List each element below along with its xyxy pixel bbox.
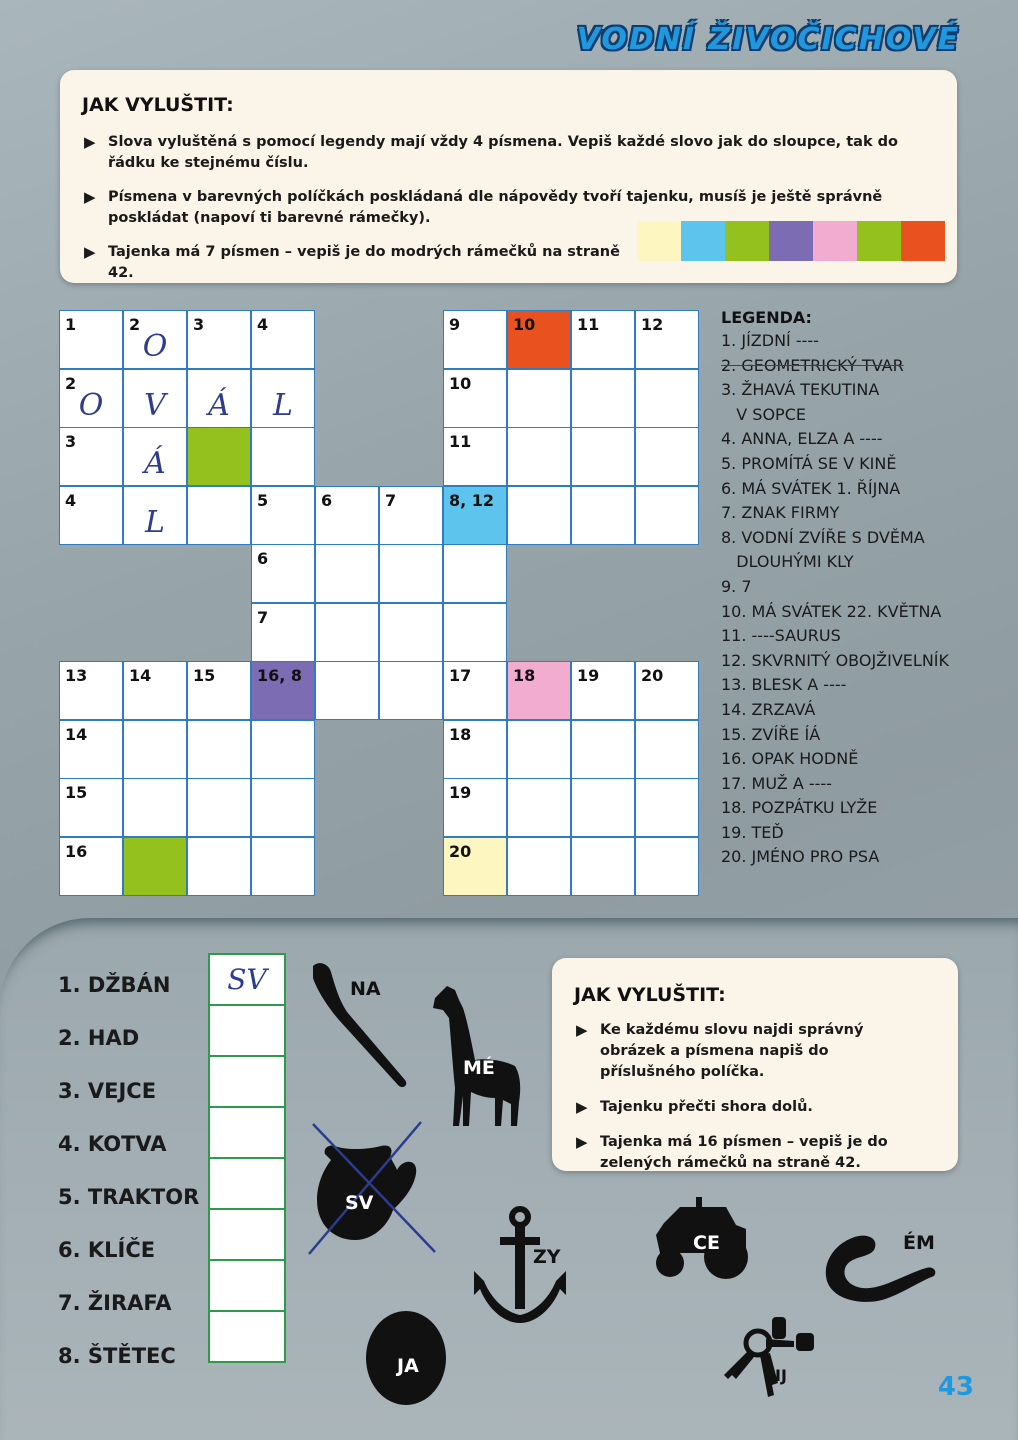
cell-number: 11: [449, 432, 472, 451]
crossword-cell[interactable]: [443, 310, 507, 369]
crossword-cell[interactable]: [507, 720, 571, 779]
crossword-cell[interactable]: [251, 427, 315, 486]
cell-number: 7: [257, 607, 269, 627]
arrow-right-icon: ▶: [576, 1021, 588, 1039]
crossword-cell[interactable]: [251, 603, 315, 662]
instruction-item: [84, 132, 928, 174]
cell-number: 3: [193, 315, 205, 334]
crossword-cell[interactable]: [635, 661, 699, 720]
color-swatch: [681, 221, 725, 261]
instructions-top-heading: JAK VYLUŠTIT:: [82, 94, 234, 116]
crossword-cell[interactable]: [635, 837, 699, 896]
syllable-snake: ÉM: [903, 1232, 935, 1254]
instructions-bottom-box: [552, 958, 958, 1171]
instruction-text: Ke každému slovu najdi správný obrázek a písmena napiš do příslušného políčka.: [600, 1022, 864, 1080]
instruction-text: Písmena v barevných políčkách poskládaná dle nápovědy tvoří tajenku, musíš je ještě správně poskládat (napoví ti barevné rámečky).: [108, 189, 883, 226]
cell-number: 20: [641, 666, 664, 685]
instruction-item: [84, 242, 648, 284]
cell-number: 5: [257, 490, 269, 510]
crossword-cell[interactable]: [571, 837, 635, 896]
legend-item: 18. POZPÁTKU LYŽE: [721, 798, 878, 818]
cell-number: 1: [65, 315, 77, 334]
crossword-cell[interactable]: [123, 661, 187, 720]
giraffe-icon: [425, 980, 535, 1130]
instruction-text: Tajenka má 16 písmen – vepiš je do zelených rámečků na straně 42.: [600, 1134, 888, 1171]
cell-number: 12: [641, 315, 664, 334]
word-item: 1. DŽBÁN: [58, 973, 171, 997]
instruction-text: Tajenku přečti shora dolů.: [600, 1099, 813, 1115]
legend-item: 10. MÁ SVÁTEK 22. KVĚTNA: [721, 601, 942, 621]
handwritten-letter: V: [144, 387, 166, 423]
syllable-tractor: CE: [693, 1232, 720, 1254]
crossword-cell[interactable]: [187, 720, 251, 779]
word-item: 8. ŠTĚTEC: [58, 1344, 176, 1368]
cell-number: 14: [65, 724, 88, 744]
crossword-cell[interactable]: [507, 486, 571, 545]
cell-number: 16: [65, 841, 88, 861]
crossword-cell[interactable]: [59, 310, 123, 369]
crossword-cell[interactable]: [59, 369, 123, 428]
cell-number: 7: [385, 490, 397, 510]
handwritten-letter: L: [273, 387, 293, 423]
crossword-cell[interactable]: [123, 837, 187, 896]
legend-item: 9. 7: [721, 576, 752, 596]
word-item: 6. KLÍČE: [58, 1238, 156, 1262]
instructions-bottom-heading: JAK VYLUŠTIT:: [574, 984, 726, 1006]
crossword-cell[interactable]: [507, 661, 571, 720]
color-swatch: [637, 221, 681, 261]
crossword-cell[interactable]: [379, 544, 443, 603]
word-item: 3. VEJCE: [58, 1079, 157, 1103]
cell-number: 2: [129, 315, 141, 334]
color-swatch: [857, 221, 901, 261]
cell-number: 2: [65, 373, 77, 393]
crossword-cell[interactable]: [123, 778, 187, 837]
cell-number: 20: [449, 841, 472, 861]
instruction-item: [576, 1097, 916, 1118]
crossword-cell[interactable]: [379, 486, 443, 545]
crossword-cell[interactable]: [251, 661, 315, 720]
crossword-cell[interactable]: [59, 778, 123, 837]
legend-item: 4. ANNA, ELZA A ----: [721, 429, 883, 449]
cell-number: 16, 8: [257, 666, 303, 685]
instructions-top-list: [84, 132, 934, 284]
crossword-cell[interactable]: [571, 720, 635, 779]
handwritten-letter: L: [145, 504, 165, 540]
crossword-cell[interactable]: [123, 486, 187, 545]
answer-cell[interactable]: [208, 1259, 286, 1312]
crossword-cell[interactable]: [123, 369, 187, 428]
handwritten-letter: O: [78, 387, 104, 423]
answer-cell[interactable]: [208, 1004, 286, 1057]
crossword-cell[interactable]: [187, 837, 251, 896]
answer-cell[interactable]: [208, 1106, 286, 1159]
keys-icon: [720, 1305, 830, 1400]
crossword-cell[interactable]: [443, 544, 507, 603]
crossword-cell[interactable]: [123, 310, 187, 369]
answer-cell[interactable]: [208, 1157, 286, 1210]
color-swatch: [813, 221, 857, 261]
crossword-cell[interactable]: [59, 486, 123, 545]
crossword-cell[interactable]: [571, 369, 635, 428]
arrow-right-icon: ▶: [84, 188, 96, 206]
page-title: VODNÍ ŽIVOČICHOVÉ: [576, 22, 960, 57]
handwritten-letter: Á: [144, 446, 166, 481]
crossword-cell[interactable]: [315, 603, 379, 662]
answer-cell[interactable]: [208, 1310, 286, 1363]
word-item: 5. TRAKTOR: [58, 1185, 200, 1209]
cell-number: 11: [577, 315, 600, 334]
crossword-cell[interactable]: [507, 837, 571, 896]
legend-item: 5. PROMÍTÁ SE V KINĚ: [721, 453, 897, 473]
crossword-cell[interactable]: [187, 369, 251, 428]
cell-number: 17: [449, 666, 472, 685]
crossword-cell[interactable]: [635, 427, 699, 486]
crossword-cell[interactable]: [507, 310, 571, 369]
word-item: 4. KOTVA: [58, 1132, 167, 1156]
crossword-cell[interactable]: [59, 427, 123, 486]
crossword-cell[interactable]: [251, 837, 315, 896]
syllable-brush: NA: [350, 978, 381, 1000]
syllable-giraffe: MÉ: [463, 1057, 495, 1079]
word-item: 7. ŽIRAFA: [58, 1291, 172, 1315]
crossword-cell[interactable]: [571, 310, 635, 369]
arrow-right-icon: ▶: [84, 133, 96, 151]
legend-item: 1. JÍZDNÍ ----: [721, 331, 819, 350]
crossword-cell[interactable]: [123, 427, 187, 486]
crossword-cell[interactable]: [635, 720, 699, 779]
legend-item: 11. ----SAURUS: [721, 626, 841, 646]
crossword-cell[interactable]: [123, 720, 187, 779]
crossword-cell[interactable]: [635, 369, 699, 428]
cell-number: 9: [449, 315, 461, 334]
legend-item: 20. JMÉNO PRO PSA: [721, 847, 880, 867]
syllable-anchor: ZY: [533, 1246, 561, 1268]
crossword-cell[interactable]: [187, 661, 251, 720]
crossword-cell[interactable]: [571, 778, 635, 837]
word-item: 2. HAD: [58, 1026, 140, 1050]
crossword-cell[interactable]: [187, 778, 251, 837]
cell-number: 18: [513, 666, 536, 685]
crossword-cell[interactable]: [507, 778, 571, 837]
cell-number: 19: [577, 666, 600, 685]
cell-number: 14: [129, 666, 152, 685]
legend-item: 3. ŽHAVÁ TEKUTINA: [721, 380, 880, 400]
crossword-cell[interactable]: [507, 427, 571, 486]
legend-item: 17. MUŽ A ----: [721, 773, 832, 793]
cell-number: 15: [65, 783, 88, 802]
instructions-bottom-list: [576, 1020, 916, 1174]
legend-heading: LEGENDA:: [721, 308, 812, 327]
crossword-cell[interactable]: [59, 837, 123, 896]
handwritten-answer: SV: [227, 963, 267, 996]
legend-item: 15. ZVÍŘE ÍÁ: [721, 724, 821, 744]
page-number: 43: [937, 1372, 974, 1402]
legend-item: 13. BLESK A ----: [721, 675, 847, 695]
color-swatch: [769, 221, 813, 261]
crossword-cell[interactable]: [443, 486, 507, 545]
arrow-right-icon: ▶: [576, 1098, 588, 1116]
legend-item: 14. ZRZAVÁ: [721, 699, 816, 719]
crossword-cell[interactable]: [251, 544, 315, 603]
cell-number: 6: [257, 549, 269, 568]
instructions-top-box: [60, 70, 957, 283]
crossword-cell[interactable]: [315, 661, 379, 720]
answer-cell[interactable]: [208, 1055, 286, 1108]
crossword-cell[interactable]: [187, 310, 251, 369]
cell-number: 18: [449, 724, 472, 744]
crossword-cell[interactable]: [443, 661, 507, 720]
handwritten-letter: Á: [208, 387, 230, 423]
jug-icon: [305, 1120, 440, 1260]
crossword-cell[interactable]: [443, 427, 507, 486]
crossword-cell[interactable]: [443, 603, 507, 662]
instruction-item: [576, 1020, 916, 1083]
crossword-cell[interactable]: [571, 486, 635, 545]
legend-item: 8. VODNÍ ZVÍŘE S DVĚMA: [721, 527, 925, 547]
word-list: [58, 970, 199, 1394]
cell-number: 10: [449, 373, 472, 393]
crossword-cell[interactable]: [379, 603, 443, 662]
crossword-cell[interactable]: [315, 544, 379, 603]
arrow-right-icon: ▶: [84, 243, 96, 261]
instruction-item: [576, 1132, 916, 1174]
legend-item: 12. SKVRNITÝ OBOJŽIVELNÍK: [721, 650, 949, 670]
crossword-cell[interactable]: [251, 310, 315, 369]
crossword-cell[interactable]: [635, 310, 699, 369]
legend: [721, 308, 981, 870]
legend-item: 6. MÁ SVÁTEK 1. ŘÍJNA: [721, 478, 901, 498]
cell-number: 13: [65, 666, 88, 685]
syllable-keys: IJ: [775, 1366, 787, 1385]
legend-list: [721, 329, 981, 870]
color-swatch: [725, 221, 769, 261]
crossword-cell[interactable]: [251, 720, 315, 779]
crossword-cell[interactable]: [443, 778, 507, 837]
instruction-text: Tajenka má 7 písmen – vepiš je do modrých rámečků na straně 42.: [108, 244, 620, 281]
crossword-cell[interactable]: [507, 369, 571, 428]
answer-column: [208, 955, 286, 1363]
crossword-cell[interactable]: [443, 369, 507, 428]
answer-cell[interactable]: [208, 953, 286, 1006]
crossword-cell[interactable]: [59, 661, 123, 720]
crossword-cell[interactable]: [635, 778, 699, 837]
crossword-cell[interactable]: [443, 837, 507, 896]
legend-item: 19. TEĎ: [721, 822, 784, 842]
cell-number: 3: [65, 432, 77, 451]
syllable-egg: JA: [397, 1355, 419, 1377]
crossword-cell[interactable]: [315, 486, 379, 545]
crossword-cell[interactable]: [59, 720, 123, 779]
color-swatch-strip: [637, 221, 945, 261]
cell-number: 15: [193, 666, 216, 685]
crossword-cell[interactable]: [571, 661, 635, 720]
cell-number: 6: [321, 490, 333, 510]
crossword-cell[interactable]: [635, 486, 699, 545]
instruction-text: Slova vyluštěná s pomocí legendy mají vždy 4 písmena. Vepiš každé slovo jak do sloupce, tak do řádku ke stejnému číslu.: [108, 134, 898, 171]
crossword-cell[interactable]: [443, 720, 507, 779]
crossword-cell[interactable]: [251, 486, 315, 545]
crossword-cell[interactable]: [379, 661, 443, 720]
cell-number: 4: [257, 315, 269, 334]
handwritten-letter: O: [142, 329, 168, 364]
cell-number: 19: [449, 783, 472, 802]
crossword-cell[interactable]: [251, 369, 315, 428]
legend-item: 2. GEOMETRICKÝ TVAR: [721, 355, 904, 375]
legend-item: DLOUHÝMI KLY: [721, 552, 854, 572]
color-swatch: [901, 221, 945, 261]
answer-cell[interactable]: [208, 1208, 286, 1261]
legend-item: V SOPCE: [721, 404, 806, 424]
crossword-cell[interactable]: [571, 427, 635, 486]
cell-number: 4: [65, 490, 77, 510]
legend-item: 16. OPAK HODNĚ: [721, 749, 859, 769]
crossword-cell[interactable]: [187, 486, 251, 545]
legend-item: 7. ZNAK FIRMY: [721, 503, 840, 523]
syllable-jug: SV: [345, 1192, 374, 1214]
cell-number: 8, 12: [449, 490, 495, 510]
crossword-cell[interactable]: [187, 427, 251, 486]
crossword-cell[interactable]: [251, 778, 315, 837]
cell-number: 10: [513, 315, 536, 334]
arrow-right-icon: ▶: [576, 1133, 588, 1151]
